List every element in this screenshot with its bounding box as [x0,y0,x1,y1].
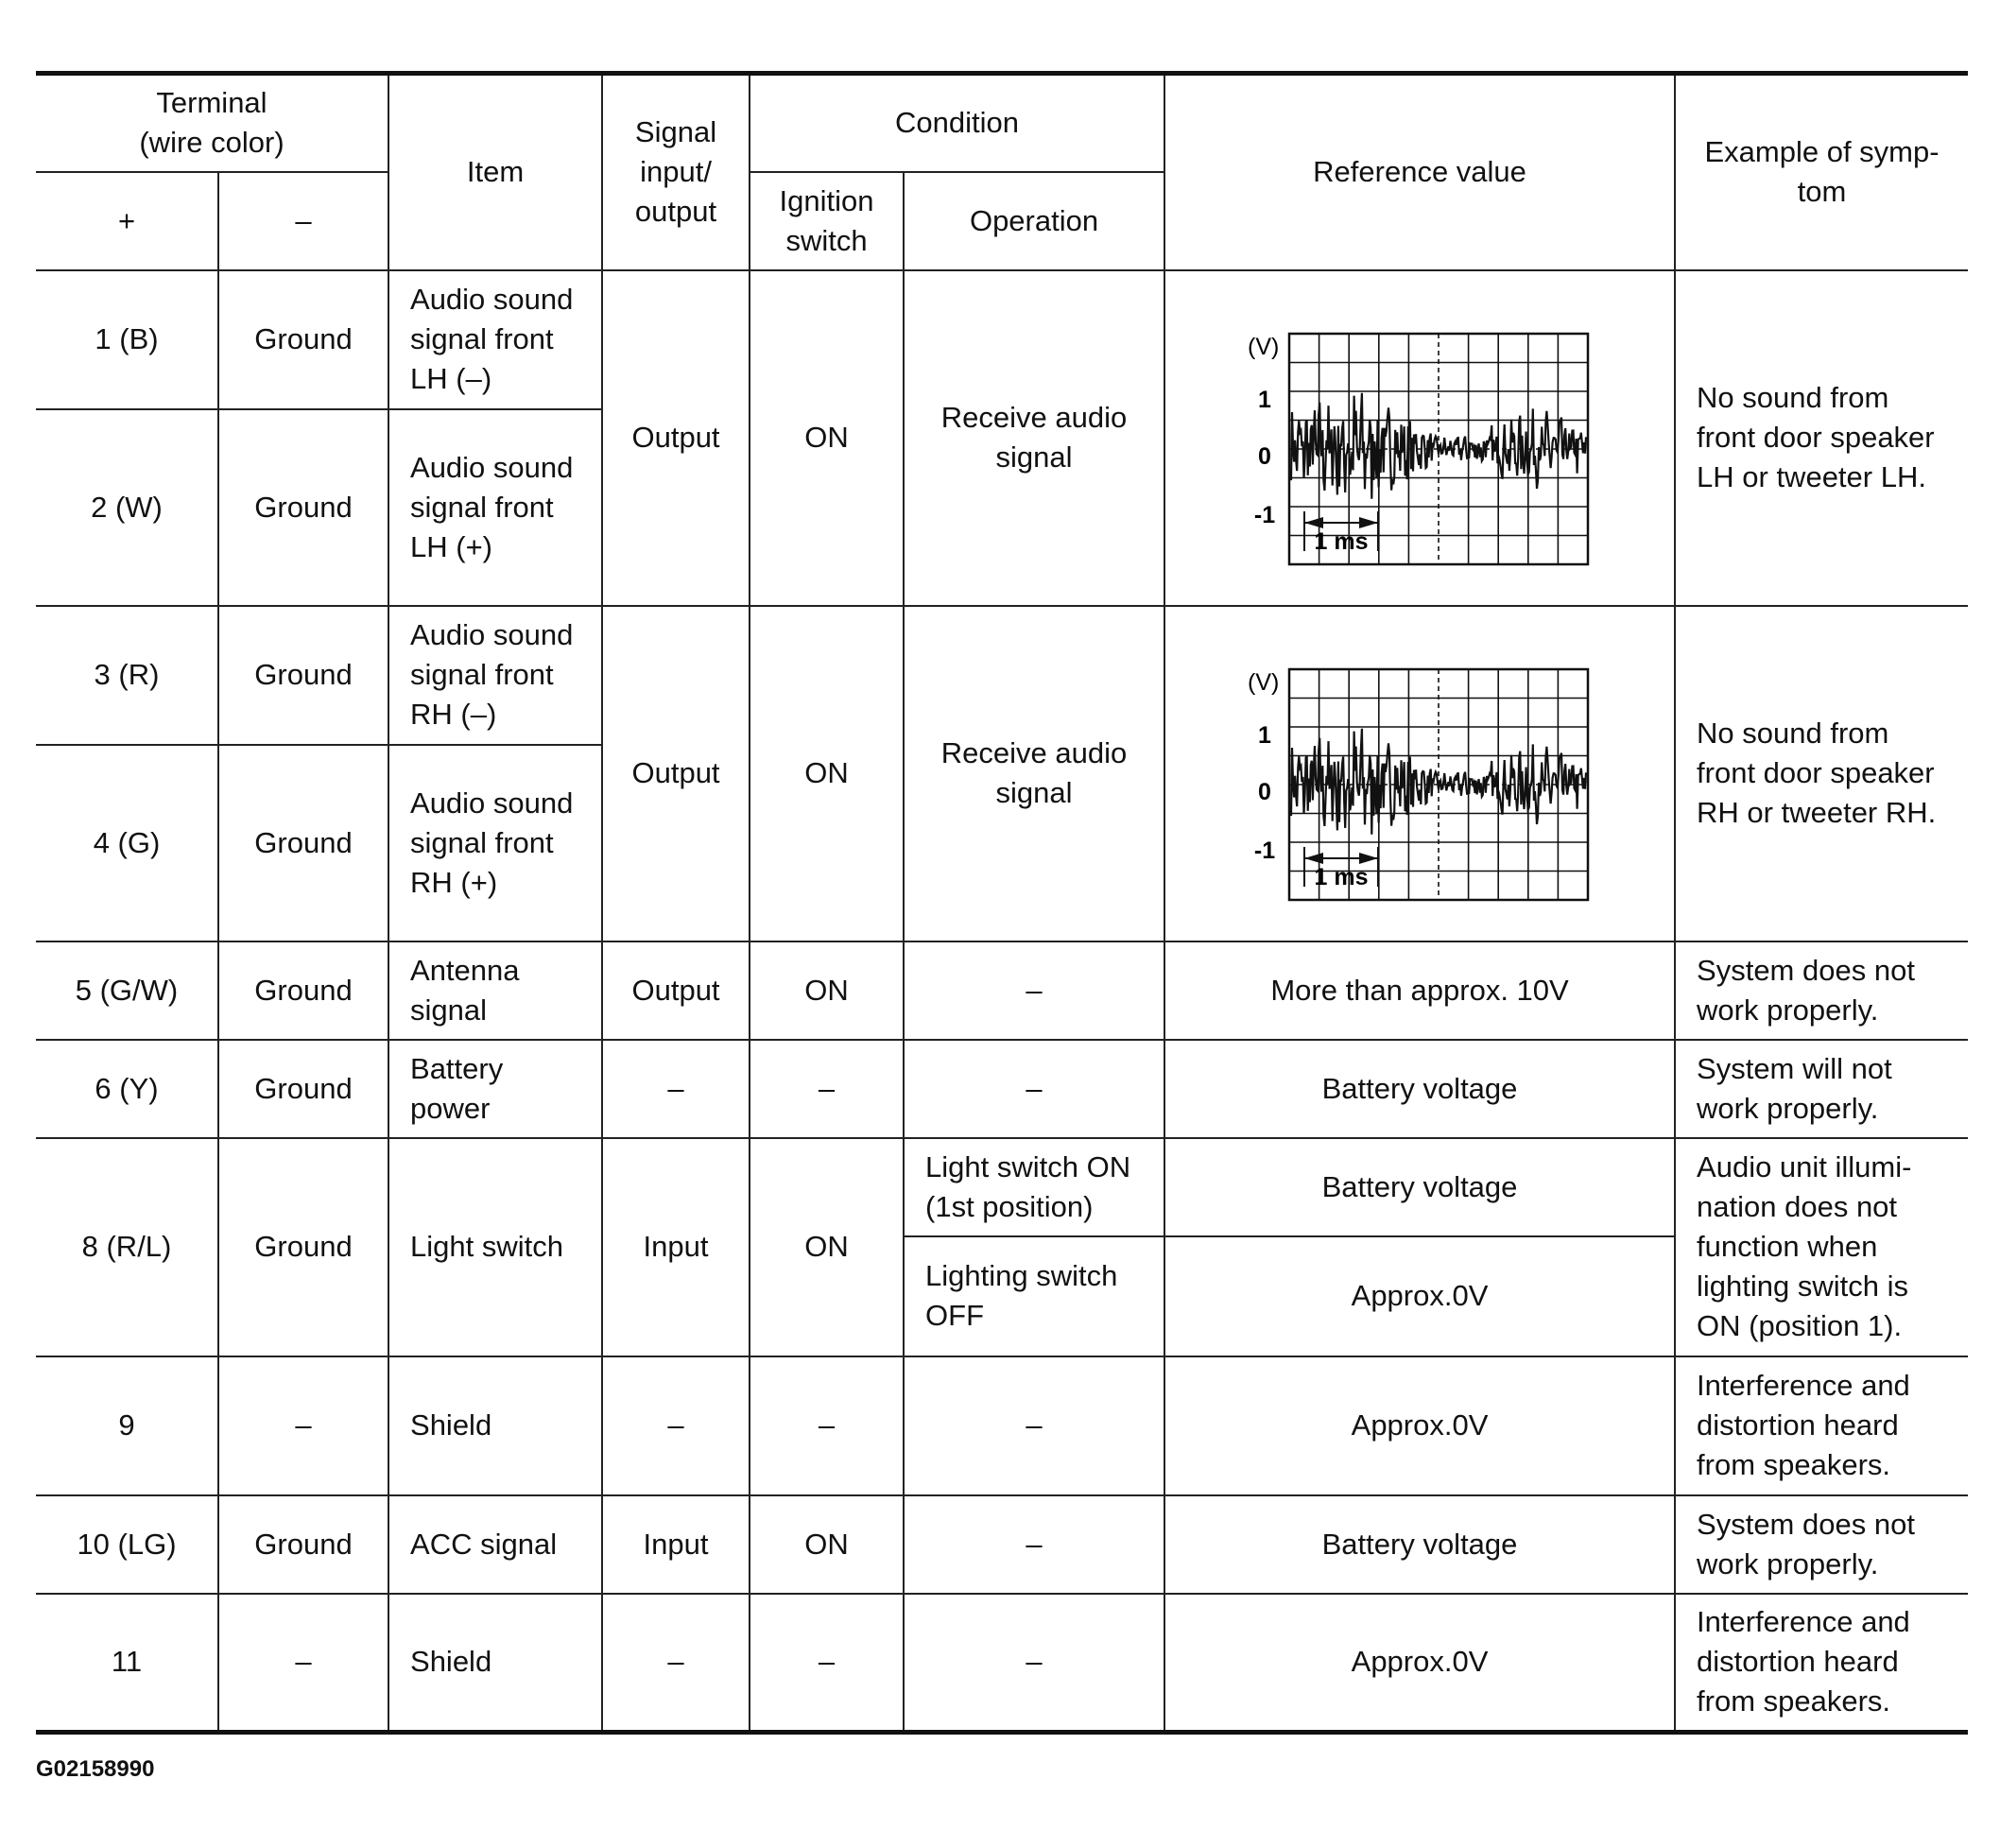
table-row [36,941,1968,1040]
signal-io: Input [602,1138,750,1356]
item: Audio sound signal front LH (+) [388,409,602,606]
waveform-graph [1231,641,1609,906]
item: Audio sound signal front RH (–) [388,606,602,745]
header-ignition: Ignition switch [750,172,904,270]
ignition-switch: ON [750,270,904,606]
operation: Lighting switch OFF [904,1236,1164,1356]
terminal-plus: 4 (G) [36,745,218,941]
header-operation: Operation [904,172,1164,270]
terminal-plus: 5 (G/W) [36,941,218,1040]
operation: Receive audio signal [904,270,1164,606]
symptom: Interference and distortion heard from speakers. [1675,1594,1968,1733]
waveform-graph [1231,305,1609,570]
header-symptom: Example of symp- tom [1675,74,1968,270]
waveform-tick-bot: -1 [1253,838,1276,864]
terminal-plus: 3 (R) [36,606,218,745]
ignition-switch: – [750,1040,904,1138]
operation: Receive audio signal [904,606,1164,941]
table-row [36,1594,1968,1733]
header-reference: Reference value [1164,74,1675,270]
ignition-switch: – [750,1356,904,1495]
header-minus: – [218,172,388,270]
waveform-reference-1 [1164,270,1675,606]
terminal-plus: 6 (Y) [36,1040,218,1138]
operation: – [904,1594,1164,1733]
terminal-minus: Ground [218,941,388,1040]
operation: Light switch ON (1st position) [904,1138,1164,1236]
time-scale-label: 1 ms [1314,864,1369,890]
terminal-minus: – [218,1356,388,1495]
terminal-minus: Ground [218,270,388,409]
item: ACC signal [388,1495,602,1594]
signal-io: – [602,1356,750,1495]
waveform-tick-top: 1 [1258,387,1271,413]
ignition-switch: ON [750,1495,904,1594]
signal-io: Output [602,270,750,606]
reference-value: Approx.0V [1164,1236,1675,1356]
table-row [36,1356,1968,1495]
symptom: Interference and distortion heard from speakers. [1675,1356,1968,1495]
signal-io: – [602,1040,750,1138]
reference-value: Approx.0V [1164,1356,1675,1495]
table-row [36,1138,1968,1236]
terminal-minus: Ground [218,1040,388,1138]
symptom: System does not work properly. [1675,1495,1968,1594]
terminal-minus: Ground [218,745,388,941]
table-row [36,1495,1968,1594]
terminal-plus: 8 (R/L) [36,1138,218,1356]
reference-value: More than approx. 10V [1164,941,1675,1040]
waveform-tick-top: 1 [1258,722,1271,749]
reference-value: Approx.0V [1164,1594,1675,1733]
symptom: Audio unit illumi- nation does not function when lighting switch is ON (position 1). [1675,1138,1968,1356]
signal-io: Output [602,606,750,941]
reference-value: Battery voltage [1164,1495,1675,1594]
item: Light switch [388,1138,602,1356]
table-row [36,270,1968,409]
terminal-plus: 1 (B) [36,270,218,409]
header-terminal: Terminal (wire color) [36,74,388,172]
waveform-reference-2 [1164,606,1675,941]
symptom: System does not work properly. [1675,941,1968,1040]
item: Audio sound signal front RH (+) [388,745,602,941]
symptom: No sound from front door speaker RH or tweeter RH. [1675,606,1968,941]
signal-io: Input [602,1495,750,1594]
table-row [36,606,1968,745]
reference-value: Battery voltage [1164,1138,1675,1236]
ignition-switch: ON [750,941,904,1040]
time-scale-label: 1 ms [1314,528,1369,555]
terminal-table [36,71,1968,1735]
waveform-tick-bot: -1 [1253,502,1276,528]
terminal-plus: 9 [36,1356,218,1495]
terminal-minus: Ground [218,1495,388,1594]
waveform-tick-mid: 0 [1258,779,1271,805]
operation: – [904,1356,1164,1495]
header-plus: + [36,172,218,270]
symptom: System will not work properly. [1675,1040,1968,1138]
operation: – [904,1040,1164,1138]
item: Audio sound signal front LH (–) [388,270,602,409]
reference-value: Battery voltage [1164,1040,1675,1138]
table-row [36,1040,1968,1138]
waveform-unit: (V) [1248,334,1280,360]
item: Shield [388,1356,602,1495]
waveform-tick-mid: 0 [1258,443,1271,470]
symptom: No sound from front door speaker LH or tweeter LH. [1675,270,1968,606]
ignition-switch: – [750,1594,904,1733]
terminal-minus: Ground [218,409,388,606]
item: Shield [388,1594,602,1733]
operation: – [904,1495,1164,1594]
waveform-unit: (V) [1248,669,1280,696]
figure-code: G02158990 [36,1756,155,1782]
header-condition: Condition [750,74,1164,172]
terminal-minus: Ground [218,1138,388,1356]
header-signal: Signal input/ output [602,74,750,270]
operation: – [904,941,1164,1040]
terminal-minus: Ground [218,606,388,745]
signal-io: Output [602,941,750,1040]
header-item: Item [388,74,602,270]
terminal-minus: – [218,1594,388,1733]
signal-io: – [602,1594,750,1733]
item: Antenna signal [388,941,602,1040]
ignition-switch: ON [750,1138,904,1356]
ignition-switch: ON [750,606,904,941]
terminal-plus: 11 [36,1594,218,1733]
terminal-plus: 10 (LG) [36,1495,218,1594]
item: Battery power [388,1040,602,1138]
terminal-plus: 2 (W) [36,409,218,606]
